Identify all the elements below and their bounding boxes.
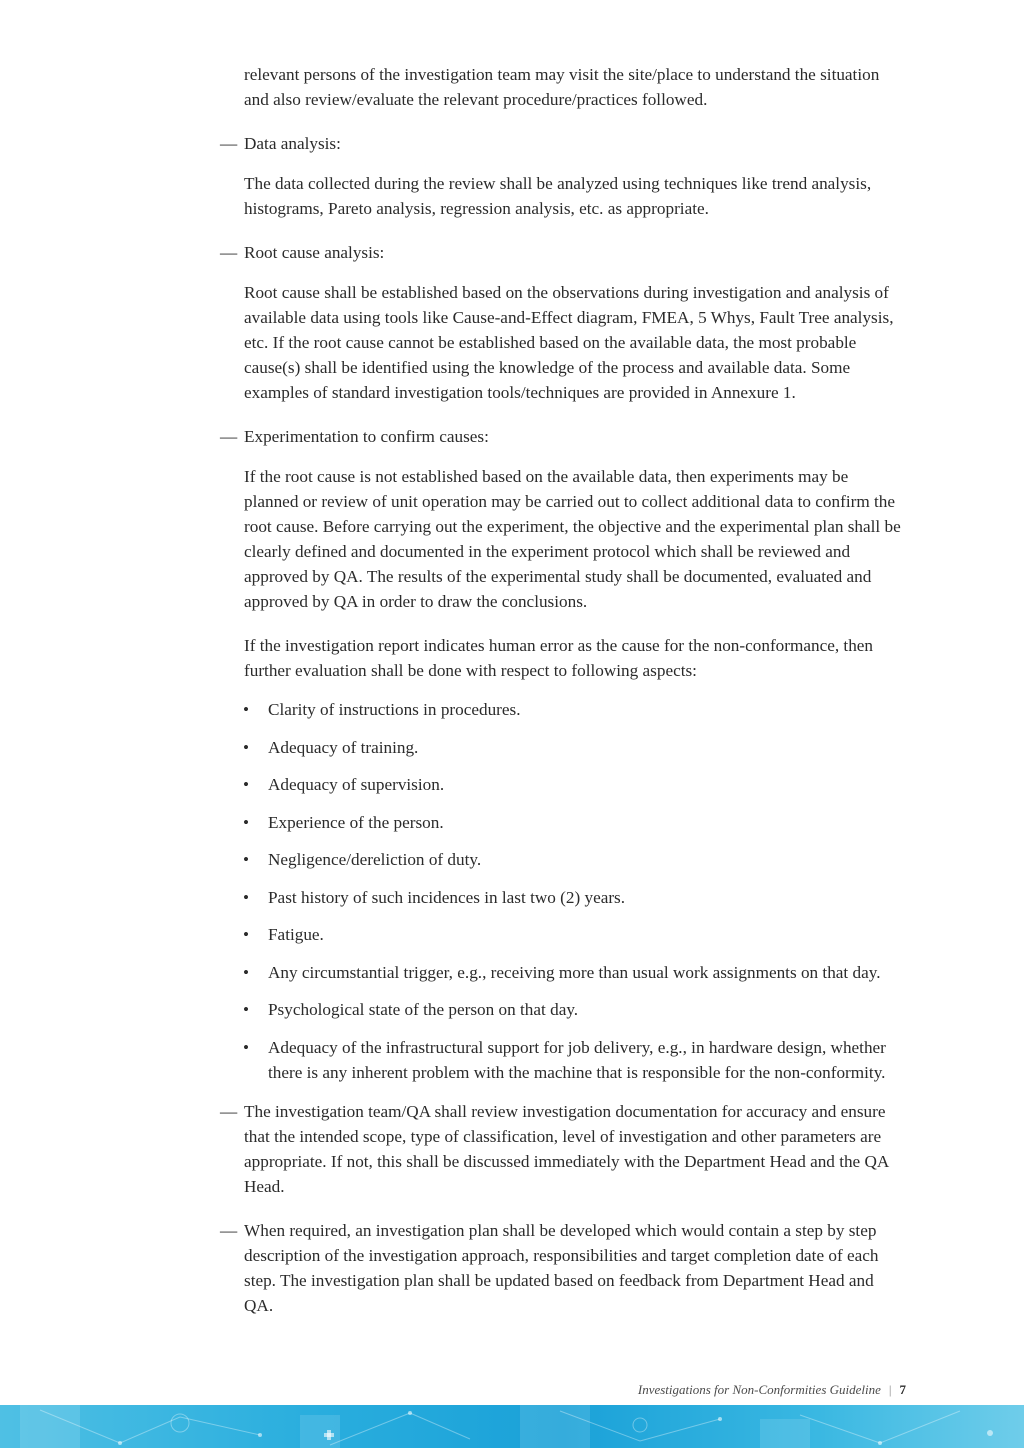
list-item-text: Any circumstantial trigger, e.g., receiving more than usual work assignments on that day. bbox=[268, 962, 881, 982]
page-number: 7 bbox=[899, 1382, 906, 1397]
list-item-text: Past history of such incidences in last two (2) years. bbox=[268, 887, 626, 907]
list-item bbox=[0, 810, 904, 835]
bullet-marker: • bbox=[243, 1037, 250, 1057]
list-item-text: Adequacy of training. bbox=[268, 737, 419, 757]
bullet-marker: • bbox=[243, 925, 250, 944]
dash-marker: — bbox=[220, 1220, 238, 1240]
list-item bbox=[0, 697, 904, 722]
human-error-text: If the investigation report indicates human error as the cause for the non-conformance, then further evaluation shall be done with respect to following aspects: bbox=[244, 636, 874, 680]
dash-marker: — bbox=[220, 427, 238, 446]
experimentation-item bbox=[0, 424, 904, 449]
footer-title: Investigations for Non-Conformities Guideline bbox=[637, 1382, 881, 1397]
data-analysis-item bbox=[0, 131, 904, 156]
bullet-marker: • bbox=[243, 850, 250, 869]
plan-item bbox=[0, 1218, 904, 1318]
review-item bbox=[0, 1099, 904, 1199]
data-analysis-text: The data collected during the review shall be analyzed using techniques like trend analysis, histograms, Pareto analysis, regression analysis, etc. as appropriate. bbox=[244, 174, 872, 218]
list-item bbox=[0, 735, 904, 760]
list-item bbox=[0, 847, 904, 872]
dash-marker: — bbox=[220, 134, 238, 153]
list-item bbox=[0, 772, 904, 797]
bullet-marker: • bbox=[243, 887, 250, 907]
list-item bbox=[0, 922, 904, 947]
document-body bbox=[0, 62, 1024, 1333]
list-item bbox=[0, 960, 904, 985]
list-item-text: Fatigue. bbox=[268, 925, 324, 944]
plan-text: When required, an investigation plan shall be developed which would contain a step by step description of the investigation approach, responsibilities and target completion date of each step. The investigation plan shall be updated based on feedback from Department Head and QA. bbox=[244, 1220, 879, 1315]
bullet-marker: • bbox=[243, 737, 250, 757]
review-text: The investigation team/QA shall review investigation documentation for accuracy and ensure that the intended scope, type of classification, level of investigation and other parameters are appropriate. If not, this shall be discussed immediately with the Department Head and the QA Head. bbox=[244, 1101, 889, 1196]
list-item-text: Clarity of instructions in procedures. bbox=[268, 700, 521, 719]
dash-marker: — bbox=[220, 243, 238, 262]
bullet-marker: • bbox=[243, 1000, 250, 1019]
dash-marker: — bbox=[220, 1101, 238, 1121]
list-item-text: Experience of the person. bbox=[268, 812, 444, 832]
list-item bbox=[0, 885, 904, 910]
decorative-banner bbox=[0, 1405, 1024, 1448]
list-item-text: Adequacy of the infrastructural support for job delivery, e.g., in hardware design, whether there is any inherent problem with the machine that is responsible for the non-conformity. bbox=[268, 1037, 886, 1082]
human-error-aspects-list bbox=[0, 697, 1024, 1085]
network-pattern-icon bbox=[0, 1405, 1024, 1448]
intro-paragraph: relevant persons of the investigation team may visit the site/place to understand the situation and also review/evaluate the relevant procedure/practices followed. bbox=[244, 65, 880, 109]
data-analysis-heading: Data analysis: bbox=[244, 134, 341, 153]
list-item bbox=[0, 1035, 904, 1085]
experimentation-heading: Experimentation to confirm causes: bbox=[244, 427, 489, 446]
bullet-marker: • bbox=[243, 962, 250, 982]
list-item-text: Negligence/dereliction of duty. bbox=[268, 850, 482, 869]
list-item-text: Adequacy of supervision. bbox=[268, 775, 445, 794]
footer-separator: | bbox=[888, 1382, 892, 1397]
root-cause-item bbox=[0, 240, 904, 265]
experimentation-text: If the root cause is not established based on the available data, then experiments may be planned or review of unit operation may be carried out to collect additional data to confirm the root cause. Before carrying out the experiment, the objective and the experimental plan shall be clearly defined and documented in the experiment protocol which shall be reviewed and approved by QA. The results of the experimental study shall be documented, evaluated and approved by QA in order to draw the conclusions. bbox=[244, 467, 901, 611]
bullet-marker: • bbox=[243, 775, 250, 794]
bullet-marker: • bbox=[243, 700, 250, 719]
root-cause-text: Root cause shall be established based on the observations during investigation and analysis of available data using tools like Cause-and-Effect diagram, FMEA, 5 Whys, Fault Tree analysis, etc. If the root cause cannot be established based on the available data, the most probable cause(s) shall be identified using the knowledge of the process and available data. Some examples of standard investigation tools/techniques are provided in Annexure 1. bbox=[244, 283, 894, 402]
list-item bbox=[0, 997, 904, 1022]
list-item-text: Psychological state of the person on that day. bbox=[268, 1000, 579, 1019]
page-footer bbox=[638, 1380, 906, 1400]
bullet-marker: • bbox=[243, 812, 250, 832]
root-cause-heading: Root cause analysis: bbox=[244, 243, 385, 262]
